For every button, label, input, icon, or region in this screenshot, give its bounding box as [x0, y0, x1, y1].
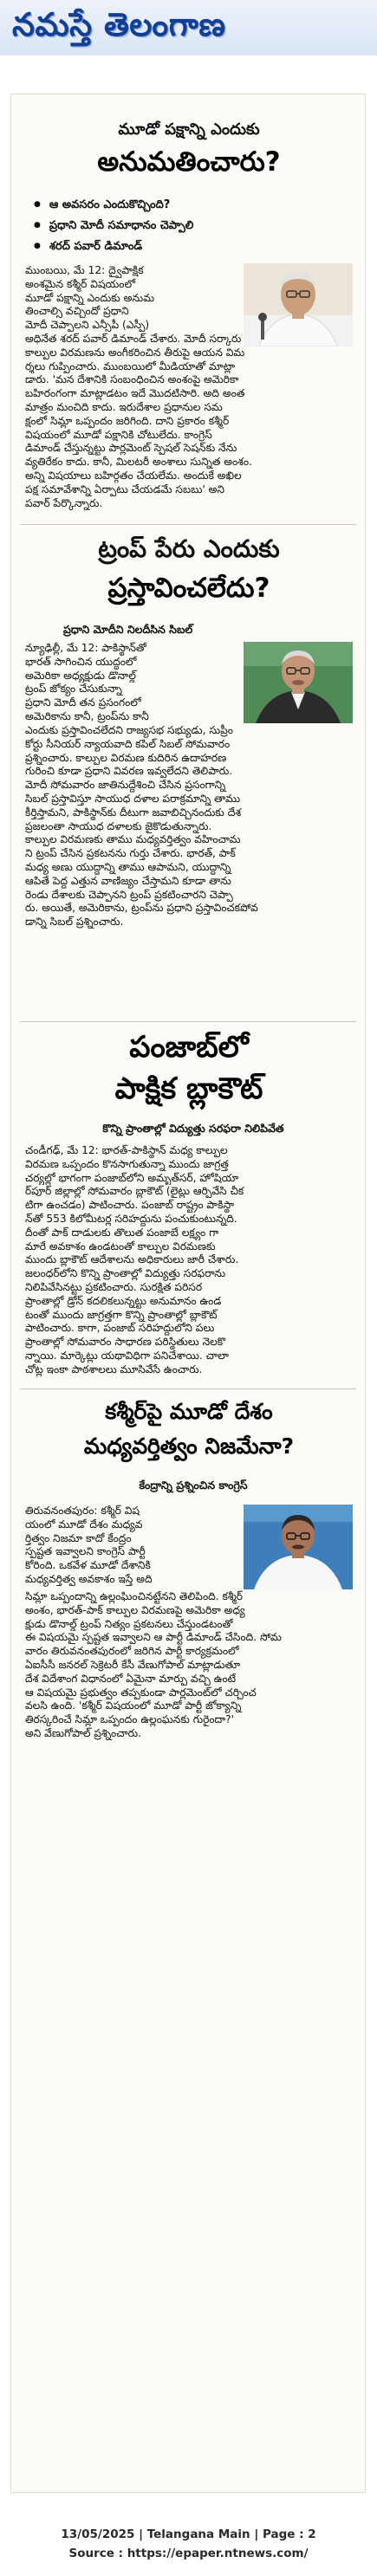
article-3-line: పాటించారు. కాగా, పంజాబ్ సరిహద్దులోని పలు	[25, 1322, 215, 1335]
section-divider	[20, 1388, 356, 1389]
article-2-line: సిబల్ ప్రస్తావిస్తూ సాయుధ దళాల పరాక్రమాన్ని తాము	[25, 792, 241, 805]
footer-date-edition: 13/05/2025 | Telangana Main | Page : 2	[61, 2527, 316, 2541]
article-3-line: చండీగఢ్, మే 12: భారత్-పాకిస్థాన్ మధ్య కాల్పుల	[25, 1144, 228, 1156]
article-2-line: ని ట్రంప్ చేసిన ప్రకటనను గుర్తు చేశారు. భారత్, పాక్	[25, 847, 236, 860]
article-4-line: ఈ విషయమై స్పష్టత ఇవ్వాలని ఆ పార్టీ డిమాండ్ చేసింది. సోమ	[25, 1631, 282, 1644]
article-2-line: మోదీ సోమవారం జాతినుద్దేశించి చేసిన ప్రసంగాన్ని	[25, 779, 226, 792]
article-2-subhead: ప్రధాని మోదీని నిలదీసిన సిబల్	[63, 623, 193, 636]
article-1-line: డారు. 'మన దేశానికి సంబంధించిన అంశంపై అమెరికా	[25, 373, 239, 386]
article-3-line: టిగా ఉంచడం) పాటించారు. పంజాబ్ రాష్ట్రం పాకిస్థా	[25, 1199, 235, 1212]
article-1-line: కాల్పుల విరమణను అంగీకరించిన తీరుపై ఆయన విమ	[25, 346, 245, 359]
article-3-line: చోట్ల ఇంకా పాఠశాలలు మూసివేసే ఉంచారు.	[25, 1362, 203, 1375]
article-2-line: అమెరికాను కానీ, ట్రంప్‌ను కానీ	[25, 709, 149, 722]
article-3-line: మారే అవకాశం ఉండటంతో కాల్పుల విరమణకు	[25, 1239, 216, 1252]
newspaper-clipping	[10, 94, 366, 2493]
article-1-line: క్షంలో సిమ్లా ఒప్పందం జరిగింది. దాని ప్రకారం కశ్మీర్	[25, 414, 230, 427]
article-3-line: న్నాయి. మార్కెట్లు యథావిధిగా పనిచేశాయి. చాలా	[25, 1349, 229, 1362]
article-3-line: టంతో ముందు జాగ్రత్తగా కొన్ని ప్రాంతాల్లో బ్లాకౌట్	[25, 1308, 218, 1321]
article-4-line: అని వేణుగోపాల్ ప్రశ్నించారు.	[25, 1726, 141, 1739]
article-4-line: ర్తిత్వం నిజమా కాదో కేంద్రం	[25, 1531, 132, 1544]
article-4-line: మధ్యవర్తిత్వ అవకాశం ఇస్తే అది	[25, 1572, 153, 1585]
article-3-line: నిలిపివేసినట్టు ప్రకటించారు. సురక్షిత పరిసర	[25, 1280, 203, 1293]
article-4-line: ఆ విషయమై ప్రభుత్వం తప్పకుండా పార్లమెంట్‌లో చర్చించ	[25, 1686, 257, 1699]
article-1-line: పక్ష సమావేశాన్ని ఏర్పాటు చేయడమే సబబు' అని	[25, 482, 224, 495]
article-3-line: చర్యల్లో భాగంగా పంజాబ్‌లోని అమృత్‌సర్, హోషియా	[25, 1171, 239, 1184]
article-1-line: మూడో పక్షాన్ని ఎందుకు అనుమ	[25, 291, 155, 304]
article-1-line: అంశమైన కశ్మీర్ విషయంలో	[25, 277, 136, 290]
article-3-line: న్‌తో 553 కిలోమీటర్ల సరిహద్దును పంచుకుంటున్నది.	[25, 1212, 237, 1225]
article-4-line: వలసి ఉంది. 'కశ్మీర్ విషయంలో మూడో పార్టీ జోక్యాన్ని	[25, 1699, 242, 1712]
article-2-line: ఆపితే పెద్ద ఎత్తున వాణిజ్యం చేస్తామని కూడా తాను	[25, 874, 231, 887]
section-divider	[20, 1021, 356, 1022]
article-2-line: కాల్పుల విరమణకు తాము మధ్యవర్తిత్వం వహించామ	[25, 833, 241, 846]
article-2-line: డాన్ని సిబల్ ప్రశ్నించారు.	[25, 916, 124, 929]
article-1-line: వ్యతిరేకం కాదు. కానీ, మిలటరీ అంశాలు సున్నిత అంశం.	[25, 456, 252, 469]
article-1-line: విషయంలో మూడో పక్షానికి చోటులేదు. కాంగ్రెస్	[25, 428, 212, 441]
article-2-line: కోర్టు సీనియర్ న్యాయవాది కపిల్ సిబల్ సోమవారం	[25, 737, 231, 750]
article-1-line: ముంబయి, మే 12: ద్వైపాక్షిక	[25, 264, 144, 276]
section-divider	[20, 524, 356, 525]
newspaper-logo: నమస్తే తెలంగాణ	[12, 4, 226, 43]
article-1-bullet: ● శరద్ పవార్ డిమాండ్	[34, 240, 142, 256]
article-4-line: కోరింది. ఒకవేళ మూడో దేశానికి	[25, 1559, 151, 1572]
article-4-line: తిరువనంతపురం: కశ్మీర్ విష	[25, 1505, 140, 1517]
article-2-kicker: ట్రంప్ పేరు ఎందుకు	[98, 534, 280, 563]
article-3-line: దీంతో పాక్ దాడులకు తొలుత పంజాబే లక్ష్యం గా	[25, 1226, 219, 1239]
kc-venugopal-photo	[244, 1505, 353, 1589]
article-2-line: రెండు దేశాలకు చెప్పానని ట్రంప్ ప్రకటించారని చెప్పా	[25, 888, 233, 901]
masthead	[0, 0, 377, 55]
article-4-body-narrow	[25, 1505, 238, 1587]
article-1-line: బహిరంగంగా మాట్లాడటం ఇదే మొదటిసారి. అది అంత	[25, 387, 245, 400]
article-1-line: మోదీ చెప్పాలని ఎన్సీపీ (ఎస్పీ)	[25, 319, 150, 332]
article-4-body-wide	[25, 1590, 353, 1741]
article-4-headline-line-2: మధ్యవర్తిత్వం నిజమేనా?	[83, 1434, 295, 1459]
article-1-bullet: ● ఆ అవసరం ఎందుకొచ్చింది?	[34, 198, 170, 214]
article-2-line: రు. అయితే, అమెరికాను, ట్రంప్‌ను ప్రధాని ప్రస్తావించకపోవ	[25, 902, 258, 915]
article-3-line: ప్రాంతాల్లో సోమవారం సాధారణ పరిస్థితులు నెలకొ	[25, 1336, 226, 1349]
article-2-line: భారత్ సాగించిన యుద్ధంలో	[25, 655, 137, 668]
article-2-line: ప్రశ్నించారు. కాల్పుల విరమణ కుదిరిన ఉదాహరణ	[25, 751, 227, 764]
article-2-line: అమెరికా అధ్యక్షుడు డొనాల్డ్	[25, 669, 136, 682]
article-4-line: ఏఐసీసీ జనరల్ సెక్రెటరీ కేసీ వేణుగోపాల్ మాట్లాడుతూ	[25, 1658, 241, 1671]
article-4-line: సిమ్లా ఒప్పందాన్ని ఉల్లంఘించినట్టేనని తెలిపింది. కశ్మీర్	[25, 1590, 243, 1602]
article-1-bullet: ● ప్రధాని మోదీ సమాధానం చెప్పాలి	[34, 219, 193, 235]
article-2-line: ప్రజలంతా సాయుధ దళాలకు జైకొడుతున్నారు.	[25, 819, 212, 832]
article-1-line: అన్ని విషయాలు బహిర్గతం చేయలేమ. అందుకే అఖిల	[25, 469, 242, 482]
article-2-line: కీర్తిస్తామని, పాకిస్థాన్‌కు దీటుగా జవాబిచ్చినందుకు దేశ	[25, 806, 242, 819]
article-1-headline: అనుమతించారు?	[97, 146, 281, 178]
article-2-line: మధ్య అణు యుద్ధాన్ని తాము ఆపామని, యుద్ధాన్ని	[25, 860, 231, 873]
article-1-kicker: మూడో పక్షాన్ని ఎందుకు	[118, 120, 260, 139]
article-3-line: ప్రాంతాల్లో డ్రోన్ కదలికలున్నట్టు అనుమానం ఉండ	[25, 1294, 222, 1307]
article-2-body-wide	[25, 724, 353, 929]
article-2-body-narrow	[25, 642, 238, 724]
article-1-line: ర్శలు గుప్పించారు. ముంబయిలో మీడియాతో మాట్లా	[25, 359, 236, 372]
article-1-line: డిమాండ్ చేస్తున్నట్టు పార్లమెంట్ స్పెషల్ సెషన్‌కు నేను	[25, 442, 237, 455]
article-2-line: ప్రధాని మోదీ తన ప్రసంగంలో	[25, 696, 141, 709]
article-2-line: గురించి కూడా ప్రధాని వివరణ ఇవ్వలేదని తెలిపారు.	[25, 765, 233, 778]
article-2-headline: ప్రస్తావించలేదు?	[107, 573, 270, 604]
article-1-line: అధినేత శరద్ పవార్ డిమాండ్ చేశారు. మోదీ సర్కారు	[25, 333, 242, 345]
article-2-line: న్యూఢిల్లీ, మే 12: పాకిస్థాన్‌తో	[25, 642, 146, 654]
article-1-line: తించాల్సి వచ్చిందో ప్రధాని	[25, 305, 129, 318]
article-2-line: ట్రంప్ జోక్యం చేసుకున్నా	[25, 683, 122, 696]
article-4-line: అంశం, భారత్-పాక్ కాల్పుల విరమణపై అమెరికా అధ్య	[25, 1603, 245, 1616]
article-4-line: యంలో మూడో దేశం మధ్యవ	[25, 1518, 143, 1531]
article-3-line: జలంధర్‌లోని కొన్ని ప్రాంతాల్లో విద్యుత్తు సరఫరాను	[25, 1267, 226, 1280]
article-4-line: తిరస్కరించే సిమ్లా ఒప్పందం ఉల్లంఘనకు గురైందా?'	[25, 1713, 234, 1726]
article-3-headline-line-1: పంజాబ్‌లో	[129, 1030, 249, 1065]
article-4-line: క్షుడు డొనాల్డ్ ట్రంప్ నిత్యం ప్రకటనలు చేస్తుండటంతో	[25, 1617, 233, 1630]
article-4-headline-line-1: కశ్మీర్‌పై మూడో దేశం	[105, 1399, 273, 1424]
article-3-body	[25, 1144, 353, 1377]
article-4-line: దేశ విదేశాంగ విధానంలో ఏమైనా మార్పు వచ్చి ఉంటే	[25, 1672, 237, 1685]
article-3-line: ర్‌పూర్ జిల్లాల్లో సోమవారం బ్లాకౌట్ (లైట్లు ఆర్పివేసి చీక	[25, 1185, 244, 1198]
article-4-line: స్పష్టత ఇవ్వాలని కాంగ్రెస్ పార్టీ	[25, 1545, 146, 1558]
article-4-subhead: కేంద్రాన్ని ప్రశ్నించిన కాంగ్రెస్	[139, 1479, 248, 1492]
article-3-subhead: కొన్ని ప్రాంతాల్లో విద్యుత్తు సరఫరా నిలిపివేత	[102, 1122, 284, 1135]
footer-source: Source : https://epaper.ntnews.com/	[68, 2547, 309, 2560]
article-2-line: ఎందుకు ప్రస్తావించలేదని రాజ్యసభ సభ్యుడు, సుప్రీం	[25, 724, 233, 736]
article-1-line: పవార్ పేర్కొన్నారు.	[25, 496, 103, 509]
kapil-sibal-photo	[244, 642, 353, 723]
article-3-line: ముందు బ్లాకౌట్ ఆదేశాలను అధికారులు జారీ చేశారు.	[25, 1253, 239, 1266]
article-1-line: మాత్రం మంచిది కాదు. ఇరుదేశాల ప్రధానుల సమ	[25, 400, 223, 413]
article-4-line: వారం తిరువనంతపురంలో జరిగిన పార్టీ కార్యక్రమంలో	[25, 1645, 239, 1658]
article-3-line: విరమణ ఒప్పందం కొనసాగుతున్నా ముందు జాగ్రత్త	[25, 1157, 229, 1170]
article-1-body-narrow	[25, 264, 238, 333]
article-1-body-wide	[25, 333, 353, 510]
article-3-headline-line-2: పాక్షిక బ్లాకౌట్	[114, 1071, 263, 1106]
